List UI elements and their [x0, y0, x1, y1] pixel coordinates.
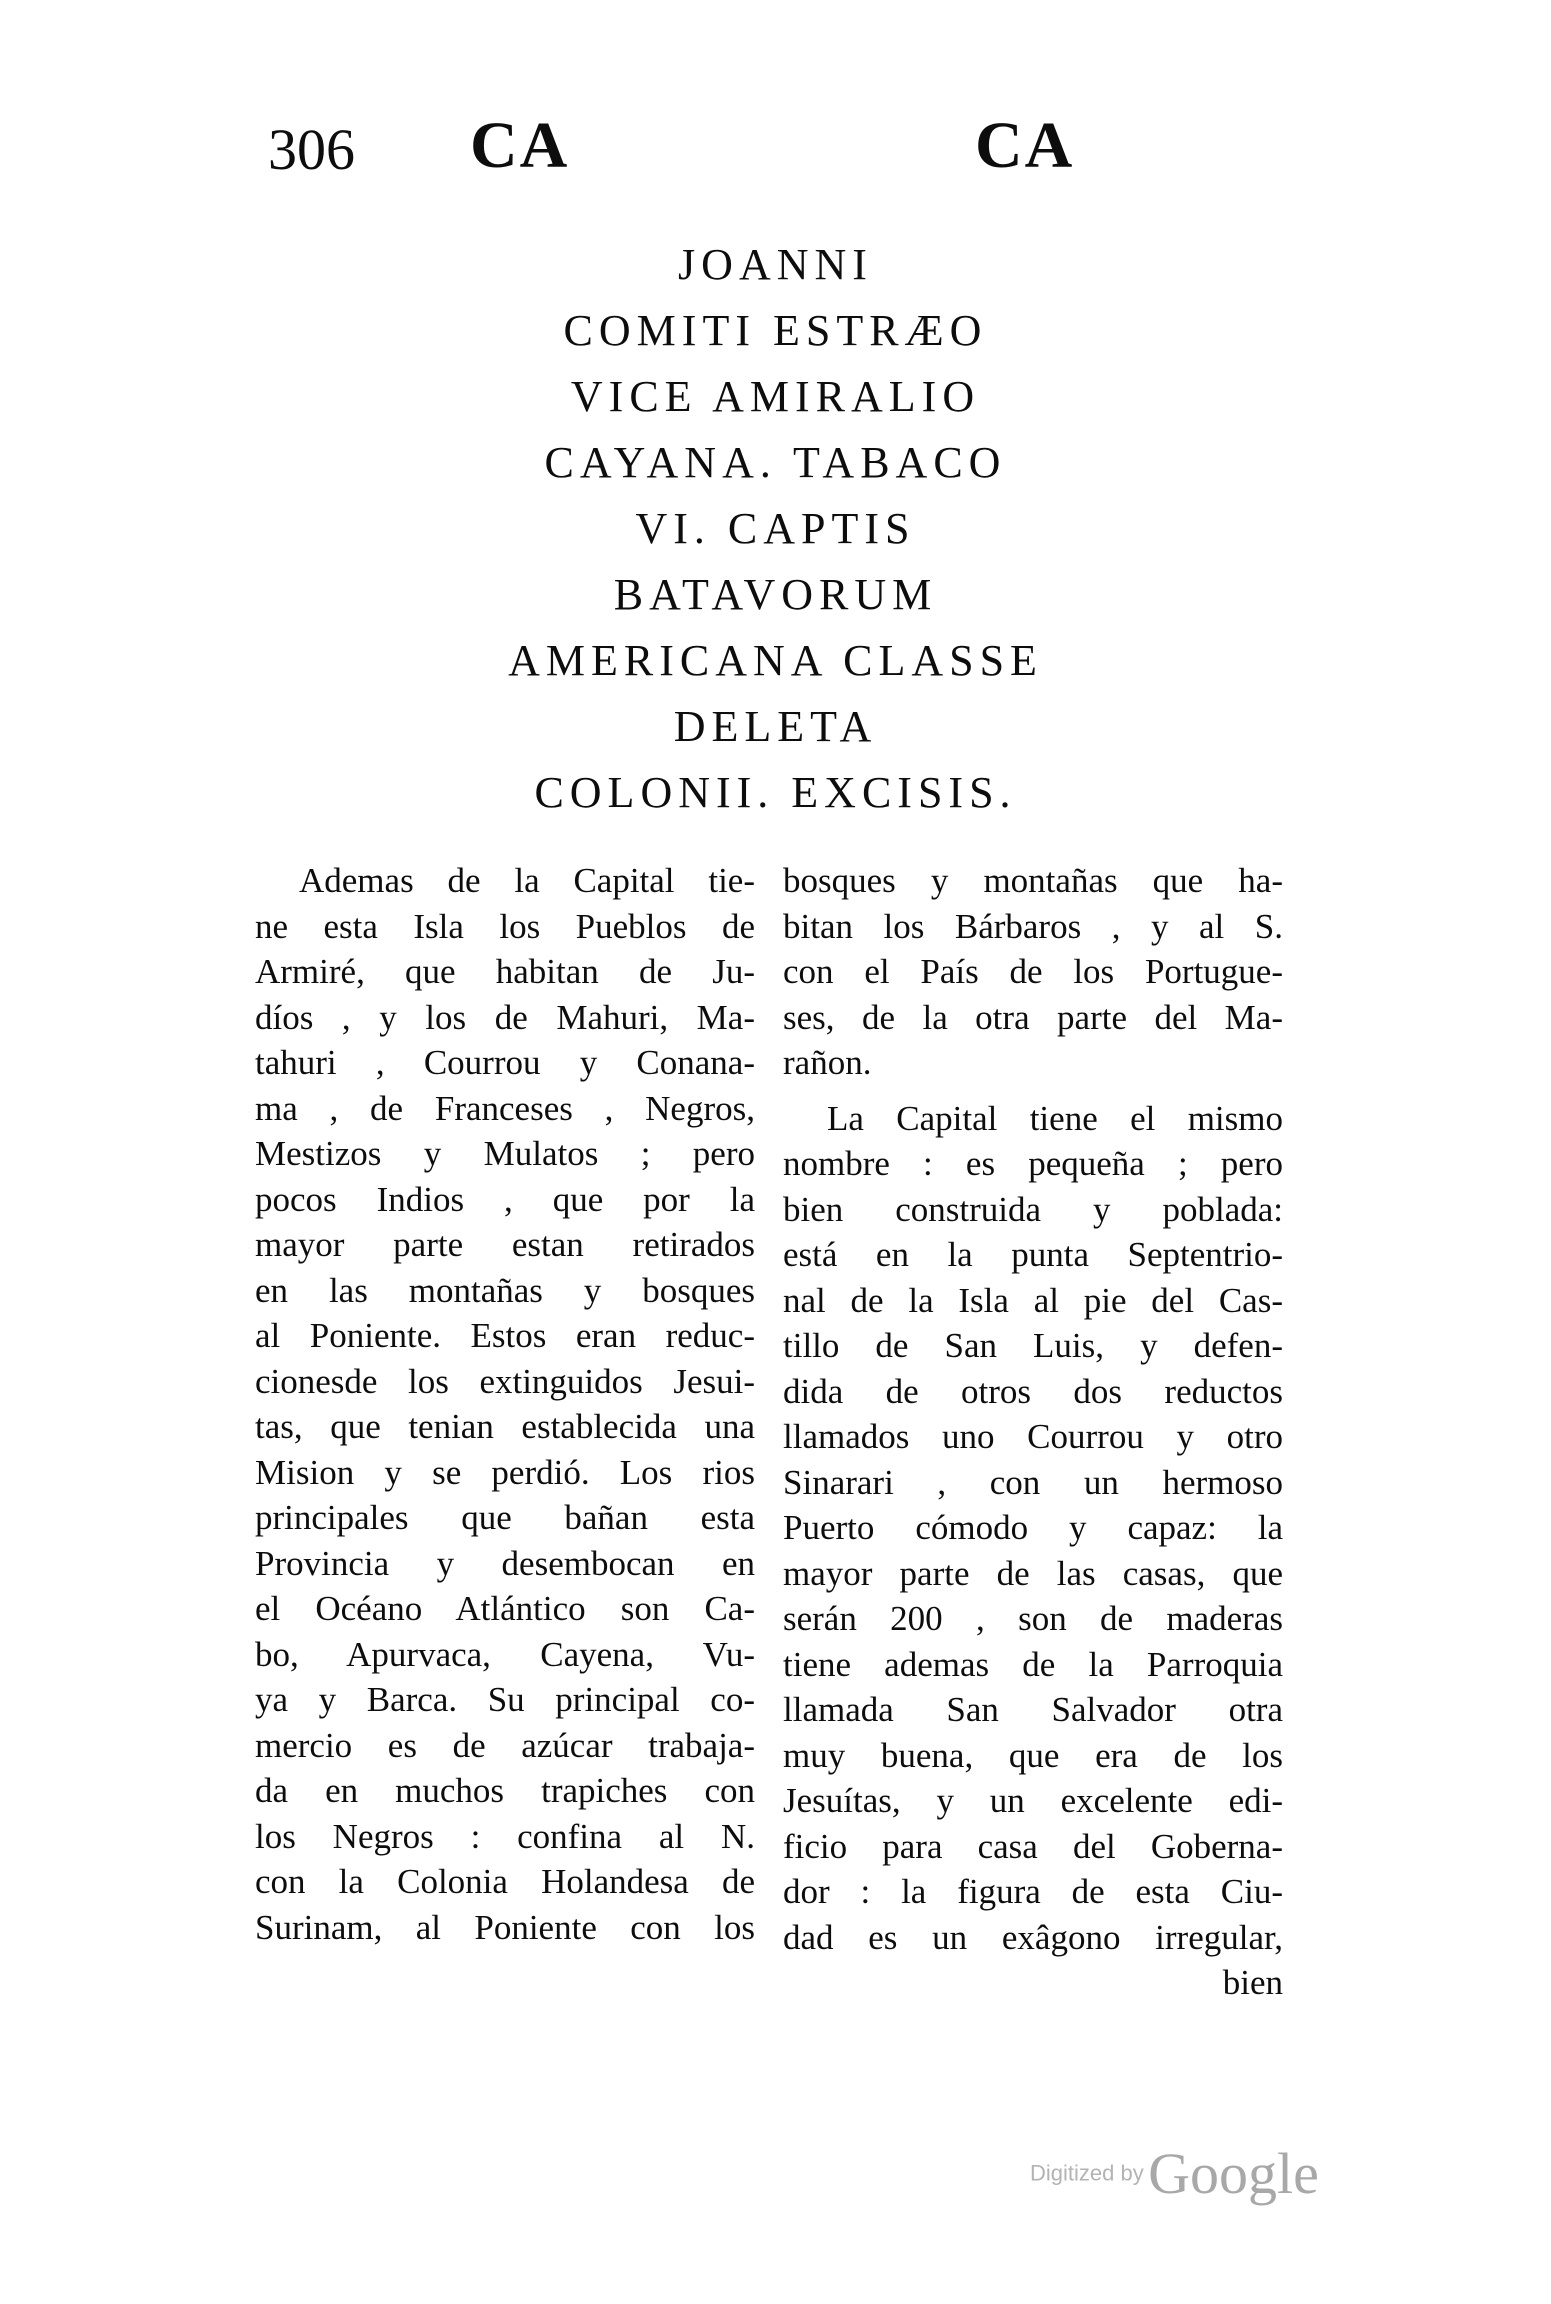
text-line: ne esta Isla los Pueblos de [255, 906, 755, 946]
text-line: mercio es de azúcar trabaja- [255, 1725, 755, 1765]
right-column [783, 858, 1283, 2006]
text-line: ma , de Franceses , Negros, [255, 1088, 755, 1128]
text-line: Sinarari , con un hermoso [783, 1462, 1283, 1502]
text-line: con la Colonia Holandesa de [255, 1862, 755, 1901]
inscription-line: VI. CAPTIS [635, 504, 916, 553]
text-line: díos , y los de Mahuri, Ma- [255, 997, 755, 1037]
text-line: tiene ademas de la Parroquia [783, 1644, 1283, 1684]
text-line: Jesuítas, y un excelente edi- [783, 1781, 1283, 1820]
text-line: tahuri , Courrou y Conana- [255, 1043, 755, 1082]
google-logo: Google [1148, 2141, 1319, 2206]
text-line: da en muchos trapiches con [255, 1771, 755, 1810]
inscription-line: COMITI ESTRÆO [563, 306, 988, 355]
text-line: bien construida y poblada: [783, 1189, 1283, 1229]
running-title-left: CA [470, 109, 570, 182]
body-text [255, 858, 1295, 2118]
text-line: está en la punta Septentrio- [783, 1235, 1283, 1274]
text-line: pocos Indios , que por la [255, 1179, 755, 1219]
text-line: cionesde los extinguidos Jesui- [255, 1361, 755, 1401]
watermark-prefix: Digitized by [1030, 2160, 1144, 2186]
text-line: bitan los Bárbaros , y al S. [783, 906, 1283, 946]
text-line: ya y Barca. Su principal co- [255, 1680, 755, 1719]
text-line: Ademas de la Capital tie- [299, 861, 755, 900]
text-line: ses, de la otra parte del Ma- [783, 997, 1283, 1037]
text-line: al Poniente. Estos eran reduc- [255, 1316, 755, 1355]
text-line: principales que bañan esta [255, 1498, 755, 1537]
text-line: llamada San Salvador otra [783, 1690, 1283, 1729]
text-line: rañon. [783, 1043, 872, 1082]
text-line: con el País de los Portugue- [783, 952, 1283, 991]
inscription-line: CAYANA. TABACO [544, 438, 1007, 487]
text-line: los Negros : confina al N. [255, 1816, 755, 1856]
running-title-right: CA [975, 109, 1075, 182]
text-line: Mision y se perdió. Los rios [255, 1452, 755, 1492]
text-line: serán 200 , son de maderas [783, 1599, 1283, 1638]
text-line: el Océano Atlántico son Ca- [255, 1589, 755, 1628]
text-line: dida de otros dos reductos [783, 1371, 1283, 1411]
text-line: bosques y montañas que ha- [783, 861, 1283, 900]
paragraph-gap [783, 1086, 1283, 1096]
inscription-line: AMERICANA CLASSE [508, 636, 1043, 685]
inscription-line: VICE AMIRALIO [570, 372, 981, 421]
text-line: Surinam, al Poniente con los [255, 1907, 755, 1947]
text-line: nal de la Isla al pie del Cas- [783, 1280, 1283, 1320]
text-line: La Capital tiene el mismo [827, 1098, 1283, 1138]
running-head [0, 108, 1551, 198]
text-line: tas, que tenian establecida una [255, 1407, 755, 1446]
text-line: mayor parte estan retirados [255, 1225, 755, 1264]
page-number: 306 [268, 117, 355, 182]
text-line: Mestizos y Mulatos ; pero [255, 1134, 755, 1173]
text-line: dor : la figura de esta Ciu- [783, 1872, 1283, 1911]
text-line: mayor parte de las casas, que [783, 1553, 1283, 1593]
text-line: ficio para casa del Goberna- [783, 1826, 1283, 1866]
text-line: bo, Apurvaca, Cayena, Vu- [255, 1634, 755, 1674]
inscription-line: BATAVORUM [613, 570, 938, 619]
catchword: bien [1222, 1963, 1283, 2002]
text-line: tillo de San Luis, y defen- [783, 1326, 1283, 1365]
text-line: Armiré, que habitan de Ju- [255, 952, 755, 991]
latin-inscription [0, 232, 1551, 826]
text-line: nombre : es pequeña ; pero [783, 1144, 1283, 1183]
text-line: llamados uno Courrou y otro [783, 1417, 1283, 1456]
text-line: muy buena, que era de los [783, 1735, 1283, 1775]
inscription-line: COLONII. EXCISIS. [534, 768, 1017, 817]
left-column [255, 858, 755, 1950]
inscription-line: JOANNI [678, 240, 873, 289]
text-line: Puerto cómodo y capaz: la [783, 1508, 1283, 1547]
text-line: Provincia y desembocan en [255, 1543, 755, 1583]
text-line: dad es un exâgono irregular, [783, 1917, 1283, 1957]
text-line: en las montañas y bosques [255, 1270, 755, 1310]
digitization-watermark [1030, 2140, 1319, 2207]
inscription-line: DELETA [673, 702, 878, 751]
